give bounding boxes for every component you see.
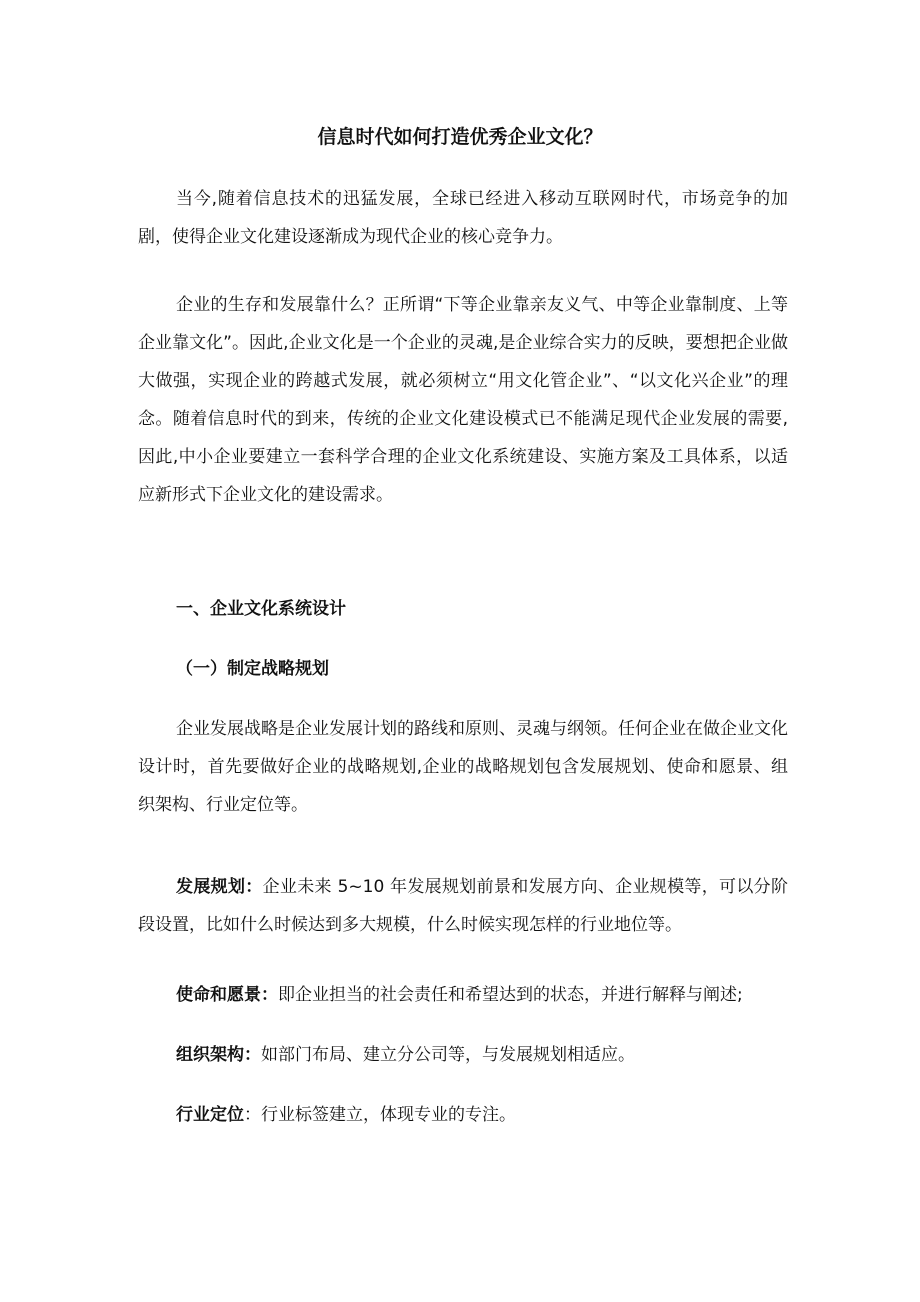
item-text: 即企业担当的社会责任和希望达到的状态，并进行解释与阐述;: [278, 985, 743, 1005]
item-label: 发展规划：: [176, 877, 263, 897]
strategy-paragraph: 企业发展战略是企业发展计划的路线和原则、灵魂与纲领。任何企业在做企业文化设计时，首先要做好企业的战略规划,企业的战略规划包含发展规划、使命和愿景、组织架构、行业定位等。: [138, 719, 788, 815]
item-label: 组织架构：: [176, 1045, 261, 1065]
intro-paragraph: 当今,随着信息技术的迅猛发展，全球已经进入移动互联网时代，市场竞争的加剧，使得企业文化建设逐渐成为现代企业的核心竞争力。: [138, 189, 788, 247]
item-text: ：行业标签建立，体现专业的专注。: [244, 1105, 516, 1125]
item-label: 行业定位: [176, 1105, 244, 1125]
item-label: 使命和愿景：: [176, 985, 278, 1005]
item-text: 企业未来 5~10 年发展规划前景和发展方向、企业规模等，可以分阶段设置，比如什么时候达到多大规模，什么时候实现怎样的行业地位等。: [138, 877, 789, 935]
org-structure-item: [138, 1036, 788, 1074]
section-heading: 一、企业文化系统设计: [176, 599, 346, 619]
document-title: 信息时代如何打造优秀企业文化？: [317, 126, 603, 148]
development-plan-item: [138, 868, 788, 944]
industry-positioning-item: [138, 1096, 788, 1134]
subsection-heading: （一）制定战略规划: [176, 659, 329, 679]
second-paragraph: 企业的生存和发展靠什么？正所谓“下等企业靠亲友义气、中等企业靠制度、上等企业靠文化”。因此,企业文化是一个企业的灵魂,是企业综合实力的反映，要想把企业做大做强，实现企业的跨越式发展，就必须树立“用文化管企业”、“以文化兴企业”的理念。随着信息时代的到来，传统的企业文化建设模式已不能满足现代企业发展的需要,因此,中小企业要建立一套科学合理的企业文化系统建设、实施方案及工具体系，以适应新形式下企业文化的建设需求。: [138, 295, 788, 505]
mission-vision-item: [138, 976, 788, 1014]
item-text: 如部门布局、建立分公司等，与发展规划相适应。: [261, 1045, 635, 1065]
